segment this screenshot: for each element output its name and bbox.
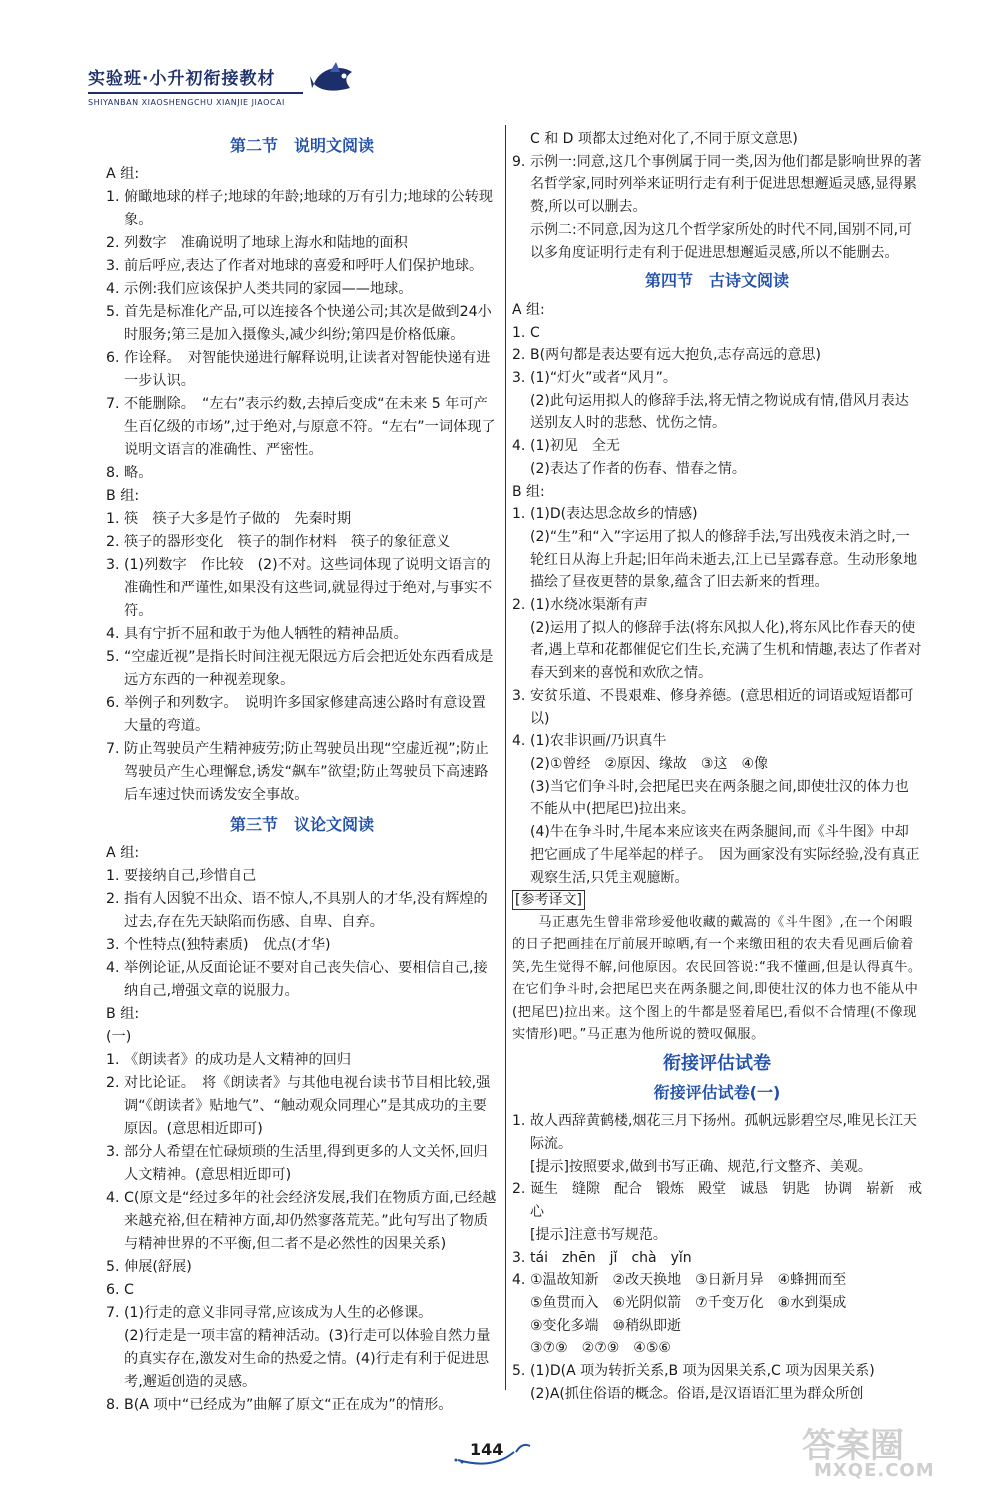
answer-number: 2. (106, 534, 120, 550)
left-column (106, 128, 498, 1417)
answer-item (106, 1279, 498, 1302)
answer-number: 3. (512, 1249, 526, 1266)
answer-continuation: (2)表达了作者的伤春、惜春之情。 (530, 460, 746, 477)
answer-number: 2. (106, 891, 120, 907)
answer-continuation: (2)①曾经 ②原因、缘故 ③这 ④像 (530, 755, 769, 772)
fish-logo-icon (310, 58, 358, 102)
answer-text: (1)“灯火”或者“风月”。 (530, 370, 677, 387)
answer-item (106, 1187, 498, 1256)
answer-continuation: 示例二:不同意,因为这几个哲学家所处的时代不同,国别不同,可以多角度证明行走有利于促进思想邂逅灵感,所以不能删去。 (530, 221, 913, 261)
answer-continuation: (2)运用了拟人的修辞手法(将东风拟人化),将东风比作春天的使者,遇上草和花都催促它们生长,充满了生机和情趣,表达了作者对春天到来的喜悦和欢欣之情。 (530, 619, 922, 682)
answer-number: 6. (106, 1282, 120, 1298)
answer-item (106, 1394, 498, 1417)
answer-text: (1)农非识画/乃识真牛 (530, 733, 667, 750)
answer-item (512, 1360, 922, 1383)
answer-number: 3. (106, 937, 120, 953)
site-watermark (802, 1418, 982, 1482)
answer-text: 示例:我们应该保护人类共同的家园——地球。 (124, 281, 413, 297)
answer-item (106, 554, 498, 623)
answer-text: 安贫乐道、不畏艰难、修身养德。(意思相近的词语或短语都可以) (530, 687, 914, 727)
answer-item (106, 508, 498, 531)
answer-item (106, 301, 498, 347)
watermark-url: MXQE.COM (814, 1460, 935, 1481)
answer-item (512, 503, 922, 526)
answer-item (106, 934, 498, 957)
answer-item (106, 278, 498, 301)
answer-number: 1. (106, 511, 120, 527)
answer-item (512, 151, 922, 219)
answer-text: (1)初见 全无 (530, 438, 620, 455)
section-title: 衔接评估试卷(一) (653, 1082, 781, 1102)
group-label: A 组: (106, 845, 140, 861)
answer-text: (1)D(A 项为转折关系,B 项为因果关系,C 项为因果关系) (530, 1363, 875, 1380)
answer-item (512, 322, 922, 345)
watermark-title: 答案圈 (802, 1426, 904, 1466)
answer-item (512, 1110, 922, 1155)
answer-text: 筷 筷子大多是竹子做的 先秦时期 (124, 511, 352, 527)
answer-number: 6. (106, 695, 120, 711)
answer-item (106, 255, 498, 278)
answer-continuation: C 和 D 项都太过绝对化了,不同于原文意思) (530, 131, 798, 147)
tag-box: [参考译文] (512, 890, 585, 910)
group-label: B 组: (106, 488, 140, 504)
chapter-title: 衔接评估试卷 (663, 1052, 771, 1074)
answer-item (512, 344, 922, 367)
answer-number: 7. (106, 1305, 120, 1321)
page-number: 144 (470, 1440, 504, 1459)
answer-text: C(原文是“经过多年的社会经济发展,我们在物质方面,已经越来越充裕,但在精神方面,却仍然寥落荒芜。”此句写出了物质与精神世界的不平衡,但二者不是必然性的因果关系) (124, 1190, 497, 1252)
answer-number: 5. (106, 649, 120, 665)
answer-number: 2. (512, 597, 526, 614)
answer-text: 作诠释。 对智能快递进行解释说明,让读者对智能快递有进一步认识。 (124, 350, 491, 389)
answer-text: 举例论证,从反面论证不要对自己丧失信心、要相信自己,接纳自己,增强文章的说服力。 (124, 960, 488, 999)
answer-number: 3. (512, 370, 526, 387)
answer-text: 举例子和列数字。 说明许多国家修建高速公路时有意设置大量的弯道。 (124, 695, 486, 734)
answer-text: 筷子的器形变化 筷子的制作材料 筷子的象征意义 (124, 534, 451, 550)
group-label: A 组: (512, 301, 545, 318)
section-title: 第二节 说明文阅读 (229, 136, 374, 155)
answer-text: 要接纳自己,珍惜自己 (124, 868, 257, 884)
answer-text: 《朗读者》的成功是人文精神的回归 (124, 1052, 352, 1068)
answer-number: 8. (106, 1397, 120, 1413)
answer-continuation: (4)牛在争斗时,牛尾本来应该夹在两条腿间,而《斗牛图》中却把它画成了牛尾举起的样子。 因为画家没有实际经验,没有真正观察生活,只凭主观臆断。 (530, 824, 920, 886)
right-column (512, 128, 922, 1405)
answer-continuation: (2)此句运用拟人的修辞手法,将无情之物说成有情,借风月表达送别友人时的悲愁、忧伤之情。 (530, 392, 909, 432)
answer-text: B(两句都是表达要有远大抱负,志存高远的意思) (530, 347, 821, 364)
answer-number: 1. (106, 868, 120, 884)
answer-text: 个性特点(独特素质) 优点(才华) (124, 937, 331, 953)
answer-text: 伸展(舒展) (124, 1259, 192, 1275)
answer-number: 4. (106, 626, 120, 642)
answer-number: 2. (512, 347, 526, 364)
answer-item (106, 865, 498, 888)
translation-paragraph: 马正惠先生曾非常珍爱他收藏的戴嵩的《斗牛图》,在一个闲暇的日子把画挂在厅前展开晾晒,有一个来缴田租的农夫看见画后偷着笑,先生觉得不解,问他原因。农民回答说:“我不懂画,但是认得真牛。在它们争斗时,会把尾巴夹在两条腿之间,即使壮汉的体力也不能从中(把尾巴)拉出来。这个图上的牛都是竖着尾巴,看似不合情理(不像现实情形)吧。”马正惠为他所说的赞叹佩服。 (512, 914, 922, 1043)
answer-text: 略。 (124, 465, 153, 481)
page-header (88, 64, 388, 124)
answer-number: 7. (106, 741, 120, 757)
answer-item (512, 367, 922, 390)
answer-text: 俯瞰地球的样子;地球的年龄;地球的万有引力;地球的公转现象。 (124, 189, 494, 228)
answer-item (106, 393, 498, 462)
answer-item (512, 1178, 922, 1223)
answer-item (106, 462, 498, 485)
answer-number: 2. (106, 1075, 120, 1091)
reference-translation-label (512, 889, 922, 912)
answer-text: (1)水绕冰渠渐有声 (530, 597, 648, 614)
answer-text: (1)行走的意义非同寻常,应该成为人生的必修课。 (124, 1305, 433, 1321)
answer-text: C (124, 1282, 134, 1298)
answer-item (106, 186, 498, 232)
answer-item (512, 730, 922, 753)
answer-number: 8. (106, 465, 120, 481)
answer-item (106, 1049, 498, 1072)
answer-number: 1. (106, 189, 120, 205)
answer-text: 对比论证。 将《朗读者》与其他电视台读书节目相比较,强调“《朗读者》贴地气”、“触动观众同理心”是其成功的主要原因。(意思相近即可) (124, 1075, 491, 1137)
answer-number: 4. (106, 281, 120, 297)
answer-number: 5. (106, 304, 120, 320)
answer-continuation: ③⑦⑨ ②⑦⑨ ④⑤⑥ (530, 1340, 671, 1357)
answer-text: 不能删除。 “左右”表示约数,去掉后变成“在未来 5 年可产生百亿级的市场”,过于绝对,与原意不符。“左右”一词体现了说明文语言的准确性、严密性。 (124, 396, 496, 458)
answer-text: (1)列数字 作比较 (2)不对。这些词体现了说明文语言的准确性和严谨性,如果没有这些词,就显得过于绝对,与事实不符。 (124, 557, 493, 619)
answer-text: 指有人因貌不出众、语不惊人,不具别人的才华,没有辉煌的过去,存在先天缺陷而伤感、自卑、自弃。 (124, 891, 488, 930)
answer-continuation: (2)A(抓住俗语的概念。俗语,是汉语语汇里为群众所创 (530, 1385, 864, 1402)
answer-text: 诞生 缝隙 配合 锻炼 殿堂 诚恳 钥匙 协调 崭新 戒心 (530, 1181, 922, 1221)
answer-continuation: ⑤鱼贯而入 ⑥光阴似箭 ⑦千变万化 ⑧水到渠成 (530, 1294, 847, 1311)
answer-text: tái zhēn jǐ chà yǐn (530, 1249, 692, 1266)
answer-text: 示例一:同意,这几个事例属于同一类,因为他们都是影响世界的著名哲学家,同时列举来证明行走有利于促进思想邂逅灵感,显得累赘,所以可以删去。 (530, 153, 922, 216)
answer-text: 部分人希望在忙碌烦琐的生活里,得到更多的人文关怀,回归人文精神。(意思相近即可) (124, 1144, 488, 1183)
answer-number: 1. (512, 506, 526, 523)
answer-text: (1)D(表达思念故乡的情感) (530, 506, 698, 523)
book-title: 实验班·小升初衔接教材 (88, 69, 276, 89)
answer-number: 3. (106, 1144, 120, 1160)
answer-item (106, 1141, 498, 1187)
answer-item (106, 347, 498, 393)
answer-text: 首先是标准化产品,可以连接各个快递公司;其次是做到24小时服务;第三是加入摄像头,减少纠纷;第四是价格低廉。 (124, 304, 492, 343)
answer-continuation: (3)当它们争斗时,会把尾巴夹在两条腿之间,即使壮汉的体力也不能从中(把尾巴)拉出来。 (530, 778, 909, 818)
answer-number: 3. (106, 557, 120, 573)
answer-item (106, 692, 498, 738)
answer-item (512, 1269, 922, 1292)
section-title: 第三节 议论文阅读 (229, 815, 374, 834)
answer-item (106, 1302, 498, 1325)
answer-number: 2. (106, 235, 120, 251)
answer-continuation: [提示]按照要求,做到书写正确、规范,行文整齐、美观。 (530, 1158, 872, 1175)
answer-item (106, 646, 498, 692)
answer-number: 1. (512, 324, 526, 341)
answer-text: 防止驾驶员产生精神疲劳;防止驾驶员出现“空虚近视”;防止驾驶员产生心理懈怠,诱发“飙车”欲望;防止驾驶员下高速路后车速过快而诱发安全事故。 (124, 741, 489, 803)
answer-continuation: (2)行走是一项丰富的精神活动。(3)行走可以体验自然力量的真实存在,激发对生命的热爱之情。(4)行走有利于促进思考,邂逅创造的灵感。 (124, 1328, 491, 1390)
group-label: A 组: (106, 166, 140, 182)
answer-text: 故人西辞黄鹤楼,烟花三月下扬州。孤帆远影碧空尽,唯见长江天际流。 (530, 1113, 917, 1153)
answer-text: 具有宁折不屈和敢于为他人牺牲的精神品质。 (124, 626, 408, 642)
book-subtitle: SHIYANBAN XIAOSHENGCHU XIANJIE JIAOCAI (88, 98, 285, 107)
answer-item (106, 888, 498, 934)
answer-text: 前后呼应,表达了作者对地球的喜爱和呼吁人们保护地球。 (124, 258, 484, 274)
answer-item (106, 957, 498, 1003)
answer-number: 4. (106, 960, 120, 976)
answer-number: 9. (512, 153, 526, 170)
answer-number: 4. (512, 438, 526, 455)
answer-item (106, 623, 498, 646)
answer-continuation: (2)“生”和“入”字运用了拟人的修辞手法,写出残夜未消之时,一轮红日从海上升起;旧年尚未逝去,江上已呈露春意。生动形象地描绘了昼夜更替的景象,蕴含了旧去新来的哲理。 (530, 528, 918, 591)
answer-item (512, 685, 922, 730)
answer-number: 1. (106, 1052, 120, 1068)
answer-text: 列数字 准确说明了地球上海水和陆地的面积 (124, 235, 408, 251)
answer-text: “空虚近视”是指长时间注视无限远方后会把近处东西看成是远方东西的一种视差现象。 (124, 649, 494, 688)
answer-number: 3. (512, 687, 526, 704)
column-divider (505, 125, 506, 1390)
answer-number: 3. (106, 258, 120, 274)
answer-number: 1. (512, 1113, 526, 1130)
header-rule (88, 92, 303, 94)
answer-continuation: ⑨变化多端 ⑩稍纵即逝 (530, 1317, 682, 1334)
answer-number: 4. (106, 1190, 120, 1206)
answer-number: 4. (512, 1272, 526, 1289)
answer-item (106, 738, 498, 807)
group-label: B 组: (106, 1006, 140, 1022)
answer-number: 6. (106, 350, 120, 366)
answer-continuation: [提示]注意书写规范。 (530, 1226, 667, 1243)
answer-number: 4. (512, 733, 526, 750)
group-label: (一) (106, 1029, 132, 1045)
answer-item (106, 1256, 498, 1279)
answer-text: ①温故知新 ②改天换地 ③日新月异 ④蜂拥而至 (530, 1272, 847, 1289)
answer-text: B(A 项中“已经成为”曲解了原文“正在成为”的情形。 (124, 1397, 453, 1413)
answer-item (512, 1247, 922, 1270)
answer-number: 2. (512, 1181, 526, 1198)
answer-number: 7. (106, 396, 120, 412)
answer-text: C (530, 324, 540, 341)
answer-number: 5. (106, 1259, 120, 1275)
answer-item (512, 435, 922, 458)
section-title: 第四节 古诗文阅读 (644, 271, 789, 291)
answer-item (106, 232, 498, 255)
answer-item (106, 1072, 498, 1141)
answer-item (106, 531, 498, 554)
answer-number: 5. (512, 1363, 526, 1380)
group-label: B 组: (512, 483, 545, 500)
answer-item (512, 594, 922, 617)
